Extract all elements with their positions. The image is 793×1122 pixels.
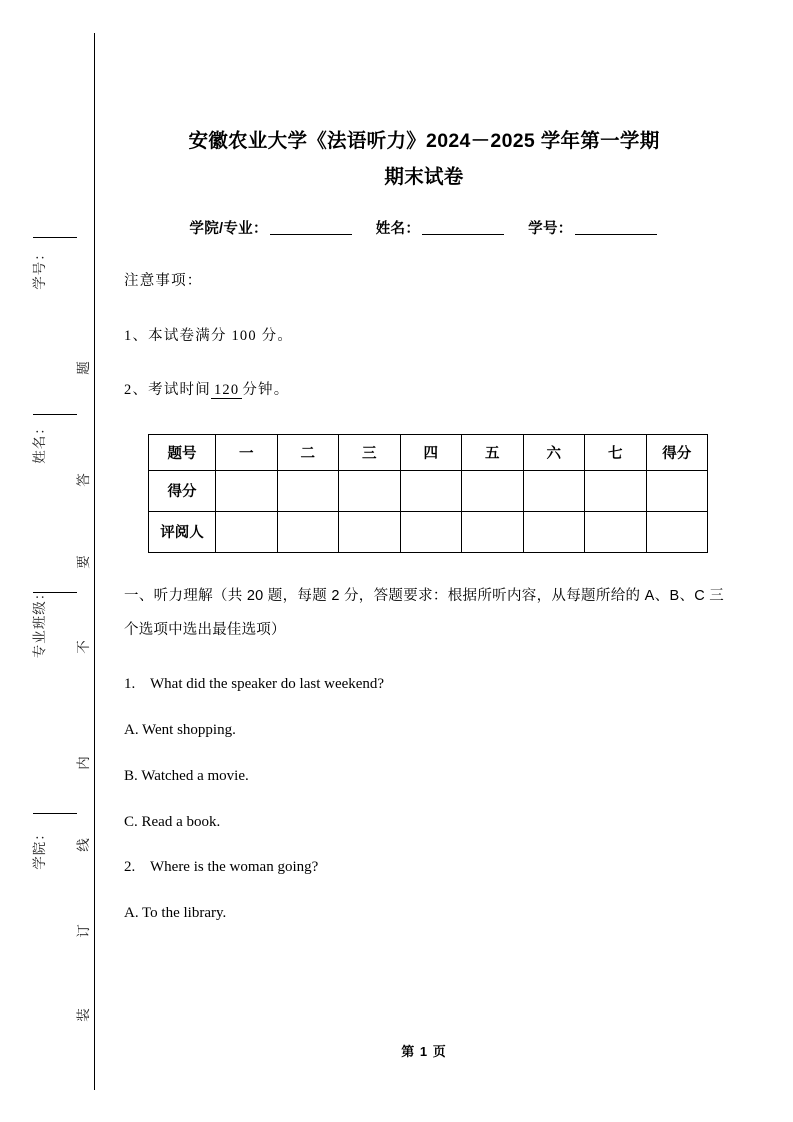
score-cell[interactable] [523,470,585,511]
sidebar-label-college: 学院： [32,826,47,870]
exam-duration-prefix: 2、考试时间 [124,382,211,398]
reviewer-cell[interactable] [216,511,278,552]
score-table [148,434,708,553]
table-header-row [149,434,708,470]
option-item[interactable]: C. Read a book. [124,813,221,830]
sidebar-label-student-id: 学号： [32,246,47,290]
question-text: What did the speaker do last weekend? [150,675,385,692]
score-cell[interactable] [400,470,462,511]
sidebar-seal-char-3: 不 [76,640,91,654]
notice-heading: 注意事项： [124,273,203,289]
table-row-label: 得分 [149,470,216,511]
table-row [149,470,708,511]
table-header-cell: 二 [277,434,339,470]
question-number: 1. [124,675,136,692]
reviewer-cell[interactable] [277,511,339,552]
score-cell[interactable] [646,470,708,511]
sidebar-seal-char-4: 内 [76,756,91,770]
notice-item-2 [124,383,724,398]
reviewer-cell[interactable] [339,511,401,552]
title-line-2: 期末试卷 [384,166,464,188]
sidebar-seal-char-7: 装 [76,1008,91,1022]
table-header-cell: 题号 [149,434,216,470]
option-item[interactable]: A. Went shopping. [124,721,236,738]
sidebar-seal-char-2: 要 [76,555,91,569]
exam-duration-value: 120 [211,382,242,399]
table-header-cell: 六 [523,434,585,470]
sidebar-seal-char-1: 答 [76,473,91,487]
reviewer-cell[interactable] [585,511,647,552]
sidebar-seal-char-5: 线 [76,838,91,852]
reviewer-cell[interactable] [523,511,585,552]
score-cell[interactable] [216,470,278,511]
table-header-cell: 得分 [646,434,708,470]
student-id-input[interactable] [575,234,657,235]
option-item[interactable]: B. Watched a movie. [124,767,249,784]
score-cell[interactable] [585,470,647,511]
sidebar-label-name: 姓名： [32,420,47,464]
exam-paper-body [124,0,724,1122]
exam-duration-suffix: 分钟。 [242,382,290,398]
notice-item-1: 1、本试卷满分 100 分。 [124,327,294,344]
reviewer-cell[interactable] [462,511,524,552]
college-major-input[interactable] [270,234,352,235]
score-cell[interactable] [462,470,524,511]
name-label: 姓名： [375,221,421,237]
option-item[interactable]: A. To the library. [124,904,227,921]
question-item [124,860,724,875]
sidebar-seal-char-6: 订 [76,924,91,938]
page-footer: 第 1 页 [401,1044,447,1059]
reviewer-cell[interactable] [646,511,708,552]
score-cell[interactable] [277,470,339,511]
reviewer-cell[interactable] [400,511,462,552]
table-header-cell: 七 [585,434,647,470]
table-header-cell: 五 [462,434,524,470]
table-row [149,511,708,552]
binding-sidebar [0,0,110,1122]
question-text: Where is the woman going? [150,858,319,875]
sidebar-seal-char-0: 题 [76,361,91,375]
section-heading-listening: 一、听力理解（共 20 题，每题 2 分，答题要求：根据所听内容，从每题所给的 A、B、C 三个选项中选出最佳选项） [124,587,724,638]
score-cell[interactable] [339,470,401,511]
binding-vertical-line [94,33,95,1090]
title-line-1: 安徽农业大学《法语听力》2024－2025 学年第一学期 [188,130,660,152]
question-item [124,677,724,692]
name-input[interactable] [422,234,504,235]
table-row-label: 评阅人 [149,511,216,552]
table-header-cell: 四 [400,434,462,470]
table-header-cell: 一 [216,434,278,470]
question-number: 2. [124,858,136,875]
page-title [124,0,724,195]
sidebar-label-class: 专业班级： [32,585,47,659]
table-header-cell: 三 [339,434,401,470]
student-id-label: 学号： [528,221,573,237]
college-major-label: 学院/专业： [189,221,268,237]
student-info-fields [124,217,724,238]
